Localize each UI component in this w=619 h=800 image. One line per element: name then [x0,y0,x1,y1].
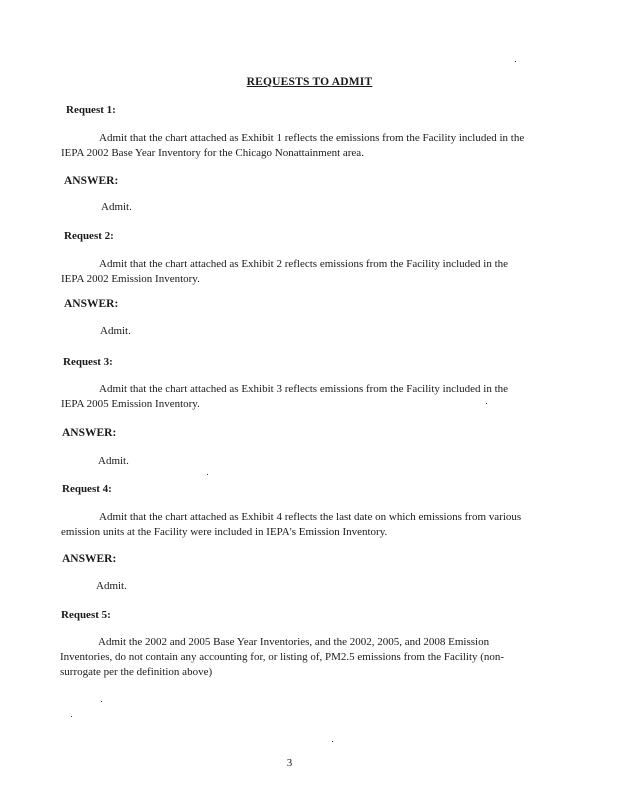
scan-speck [515,61,516,62]
request-3-answer: Admit. [98,455,129,467]
scan-speck [332,741,333,742]
scan-speck [486,403,487,404]
scan-speck [207,474,208,475]
request-2-text: Admit that the chart attached as Exhibit 2 reflects emissions from the Facility included in the IEPA 2002 Emission Inventory. [61,258,509,285]
request-2-label: Request 2: [64,230,114,242]
request-1-answer-label: ANSWER: [64,175,119,187]
request-4-answer: Admit. [96,580,127,592]
request-1-answer: Admit. [101,201,132,213]
page-title: REQUESTS TO ADMIT [246,76,373,88]
request-2-answer: Admit. [100,325,131,337]
request-4-label: Request 4: [62,483,112,495]
request-5-text: Admit the 2002 and 2005 Base Year Inventories, and the 2002, 2005, and 2008 Emission Inventories, do not contain any accounting for, or listing of, PM2.5 emissions from the Facility (non-surrogate per the definition above) [60,636,505,678]
request-1-text: Admit that the chart attached as Exhibit 1 reflects the emissions from the Facility included in the IEPA 2002 Base Year Inventory for the Chicago Nonattainment area. [61,132,525,159]
request-3-text: Admit that the chart attached as Exhibit 3 reflects emissions from the Facility included in the IEPA 2005 Emission Inventory. [61,383,509,410]
scan-speck [71,716,72,717]
request-4-answer-label: ANSWER: [62,553,117,565]
scan-speck [101,701,102,702]
request-3-answer-label: ANSWER: [62,427,117,439]
request-5-label: Request 5: [61,609,111,621]
request-2-answer-label: ANSWER: [64,298,119,310]
request-4-text: Admit that the chart attached as Exhibit 4 reflects the last date on which emissions from various emission units at the Facility were included in IEPA's Emission Inventory. [61,511,522,538]
request-3-label: Request 3: [63,356,113,368]
page-number: 3 [286,757,293,769]
request-1-label: Request 1: [66,104,116,116]
